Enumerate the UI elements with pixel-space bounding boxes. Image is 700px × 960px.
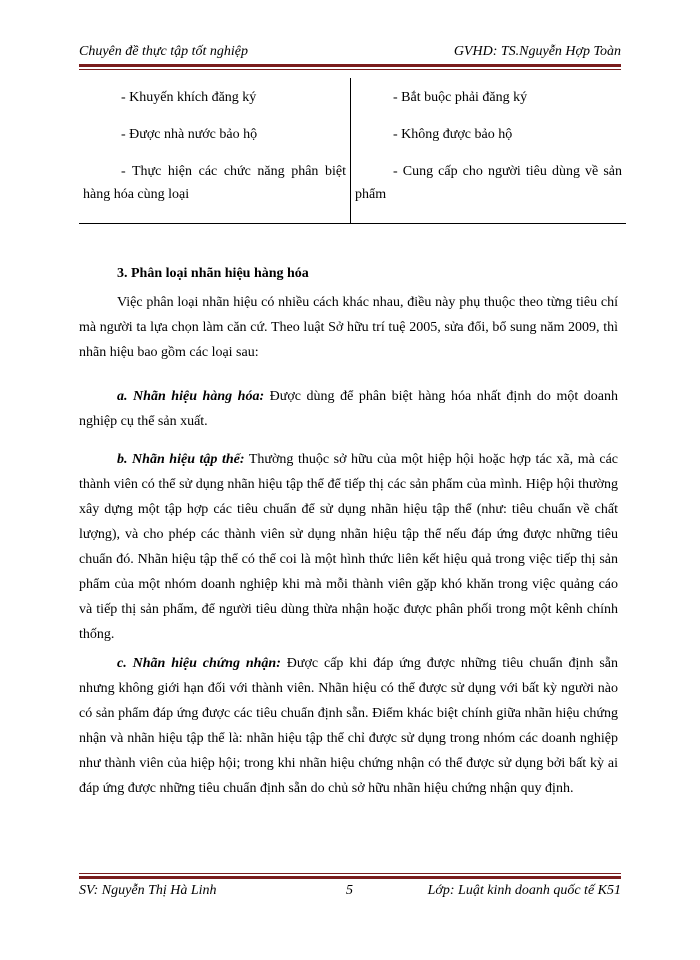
section-intro-paragraph: Việc phân loại nhãn hiệu có nhiều cách khác nhau, điều này phụ thuộc theo từng tiêu chí mà người ta lựa chọn làm căn cứ. Theo luật Sở hữu trí tuệ 2005, sửa đổi, bổ sung năm 2009, thì nhãn hiệu bao gồm các loại sau: [79, 295, 618, 360]
item-c-paragraph [79, 651, 618, 801]
item-b-text: Thường thuộc sở hữu của một hiệp hội hoặc hợp tác xã, mà các thành viên có thể sử dụng nhãn hiệu tập thể để tiếp thị các sản phẩm của mình. Hiệp hội thường xây dựng một tập hợp các tiêu chuẩn để sử dụng nhãn hiệu tập thể (như: tiêu chuẩn về chất lượng), và cho phép các thành viên sử dụng nhãn hiệu tập thể nếu đáp ứng được những tiêu chuẩn đó. Nhãn hiệu tập thể có thể coi là một hình thức liên kết hiệu quả trong việc tiếp thị sản phẩm của một nhóm doanh nghiệp khi mà mỗi thành viên gặp khó khăn trong việc quảng cáo và tiếp thị sản phẩm, để người tiêu dùng thừa nhận hoặc được phân phối trong một kênh chính thống. [79, 452, 619, 642]
table-cell-left: - Khuyến khích đăng ký [79, 78, 351, 123]
item-a-paragraph [79, 384, 618, 434]
footer-student: SV: Nguyễn Thị Hà Linh [79, 883, 217, 898]
section-heading: 3. Phân loại nhãn hiệu hàng hóa [117, 266, 309, 281]
item-b-paragraph [79, 447, 618, 647]
table-cell-left: - Thực hiện các chức năng phân biệt hàng hóa cùng loại [79, 160, 351, 224]
header-supervisor: GVHD: TS.Nguyễn Hợp Toàn [453, 44, 621, 59]
header-rule-thick [79, 64, 621, 67]
footer-rule-thin [79, 873, 621, 874]
table-cell-left: - Được nhà nước bảo hộ [79, 123, 351, 160]
header-rule-thin [79, 69, 621, 70]
item-c-text: Được cấp khi đáp ứng được những tiêu chuẩn định sẵn nhưng không giới hạn đối với thành viên. Nhãn hiệu có thể được sử dụng với bất kỳ người nào có sản phẩm đáp ứng được các tiêu chuẩn định sẵn. Điểm khác biệt chính giữa nhãn hiệu chứng nhận và nhãn hiệu tập thể là: nhãn hiệu tập thể chỉ được sử dụng trong nhóm các doanh nghiệp như thành viên của hiệp hội; trong khi nhãn hiệu chứng nhận có thể được sử dụng bởi bất kỳ ai đáp ứng được những tiêu chuẩn định sẵn do chủ sở hữu nhãn hiệu chứng nhận quy định. [79, 656, 618, 796]
item-b-term: b. Nhãn hiệu tập thể: [117, 452, 245, 467]
item-a-term: a. Nhãn hiệu hàng hóa: [117, 389, 265, 404]
item-c-term: c. Nhãn hiệu chứng nhận: [117, 656, 281, 671]
table-row [79, 160, 626, 224]
table-row [79, 123, 626, 160]
page-header [79, 44, 621, 64]
footer-class: Lớp: Luật kinh doanh quốc tế K51 [427, 883, 621, 898]
header-document-title: Chuyên đề thực tập tốt nghiệp [79, 44, 248, 59]
comparison-table [79, 78, 626, 224]
table-cell-right: - Cung cấp cho người tiêu dùng về sản phẩm [351, 160, 627, 224]
table-cell-right: - Không được bảo hộ [393, 127, 513, 142]
footer-rule-thick [79, 876, 621, 879]
table-cell-right: - Bắt buộc phải đăng ký [393, 90, 528, 105]
table-row [79, 78, 626, 123]
item-a-text: Được dùng để phân biệt hàng hóa nhất định do một doanh nghiệp cụ thể sản xuất. [79, 389, 618, 429]
page-footer [79, 883, 621, 903]
page-number: 5 [346, 883, 353, 898]
